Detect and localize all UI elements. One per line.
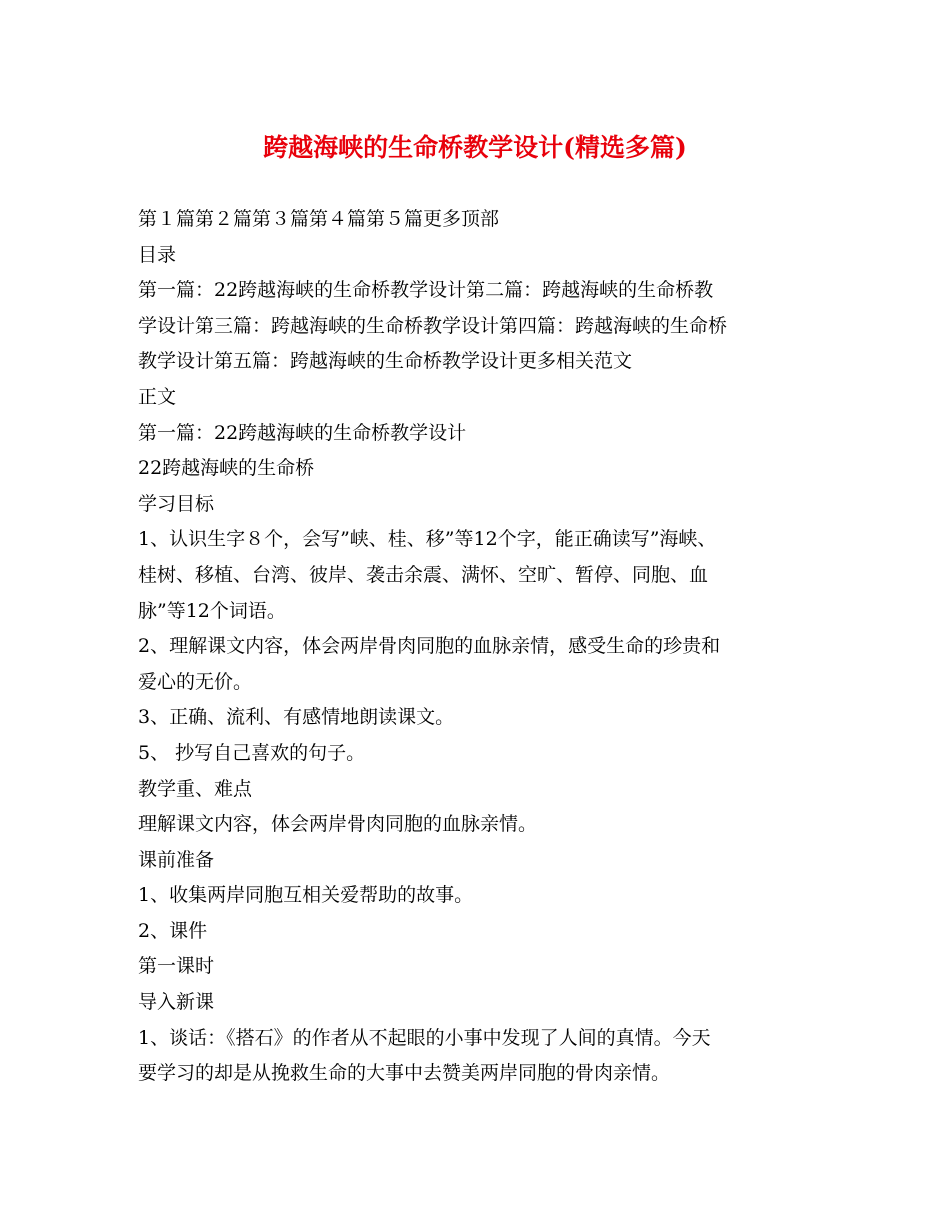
document-title: 跨越海峡的生命桥教学设计(精选多篇) <box>263 133 687 162</box>
toc-line: 学设计第三篇：跨越海峡的生命桥教学设计第四篇：跨越海峡的生命桥 <box>138 314 728 337</box>
paragraph-line: 要学习的却是从挽救生命的大事中去赞美两岸同胞的骨肉亲情。 <box>138 1062 671 1085</box>
section-heading: 教学重、难点 <box>138 777 253 800</box>
paragraph-line: 爱心的无价。 <box>138 670 253 693</box>
section-heading: 第一课时 <box>138 955 215 978</box>
paragraph-line: 1、收集两岸同胞互相关爱帮助的故事。 <box>138 884 474 907</box>
paragraph-line: 2、课件 <box>138 919 208 942</box>
paragraph-line: 1、认识生字８个，会写”峡、桂、移”等12个字，能正确读写”海峡、 <box>138 528 717 551</box>
toc-line: 教学设计第五篇：跨越海峡的生命桥教学设计更多相关范文 <box>138 350 633 373</box>
paragraph-line: 5、 抄写自己喜欢的句子。 <box>138 741 366 764</box>
section-heading: 课前准备 <box>138 848 215 871</box>
paragraph-line: 桂树、移植、台湾、彼岸、袭击余震、满怀、空旷、暂停、同胞、血 <box>138 563 709 586</box>
nav-line: 第１篇第２篇第３篇第４篇第５篇更多顶部 <box>138 208 500 230</box>
paragraph-line: 2、理解课文内容，体会两岸骨肉同胞的血脉亲情，感受生命的珍贵和 <box>138 635 721 658</box>
lesson-title: 22跨越海峡的生命桥 <box>138 457 315 480</box>
paragraph-line: 脉”等12个词语。 <box>138 599 286 622</box>
document-body <box>138 202 828 1092</box>
section-heading: 学习目标 <box>138 492 215 515</box>
toc-heading: 目录 <box>138 243 177 266</box>
paragraph-line: 理解课文内容，体会两岸骨肉同胞的血脉亲情。 <box>138 813 538 836</box>
paragraph-line: 3、正确、流利、有感情地朗读课文。 <box>138 706 455 729</box>
paragraph-line: 1、谈话：《搭石》的作者从不起眼的小事中发现了人间的真情。今天 <box>138 1026 711 1049</box>
section-heading: 导入新课 <box>138 991 215 1014</box>
body-heading: 正文 <box>138 385 177 408</box>
chapter-title: 第一篇：22跨越海峡的生命桥教学设计 <box>138 421 467 444</box>
toc-line: 第一篇：22跨越海峡的生命桥教学设计第二篇：跨越海峡的生命桥教 <box>138 279 714 302</box>
